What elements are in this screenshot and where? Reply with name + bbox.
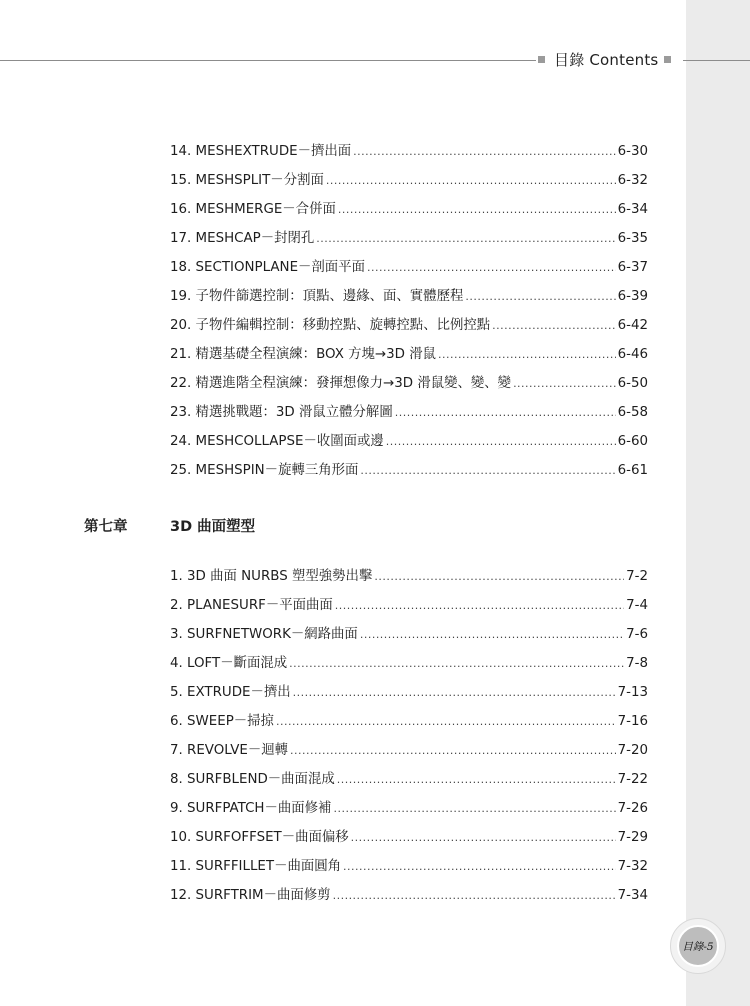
toc-entry-title: 21. 精選基礎全程演練：BOX 方塊→3D 滑鼠 — [170, 347, 436, 362]
dot-leader — [338, 203, 616, 216]
toc-entry[interactable] — [170, 884, 648, 904]
toc-entry-title: 17. MESHCAP－封閉孔 — [170, 231, 315, 246]
toc-entry-title: 6. SWEEP－掃掠 — [170, 714, 274, 729]
toc-entry-page: 6-46 — [617, 347, 648, 362]
toc-entry-page: 7-6 — [626, 627, 648, 642]
toc-entry-page: 7-16 — [617, 714, 648, 729]
dot-leader — [374, 570, 624, 583]
toc-entry[interactable] — [170, 430, 648, 450]
dot-leader — [343, 860, 616, 873]
dot-leader — [335, 599, 624, 612]
toc-entry[interactable] — [170, 372, 648, 392]
dot-leader — [326, 174, 616, 187]
toc-entry[interactable] — [170, 710, 648, 730]
dot-leader — [395, 406, 616, 419]
dot-leader — [438, 348, 616, 361]
toc-entry[interactable] — [170, 459, 648, 479]
toc-entry[interactable] — [170, 623, 648, 643]
toc-entry[interactable] — [170, 285, 648, 305]
toc-entry-page: 7-20 — [617, 743, 648, 758]
toc-entry[interactable] — [170, 227, 648, 247]
dot-leader — [333, 802, 615, 815]
toc-entry[interactable] — [170, 343, 648, 363]
toc-entry-title: 2. PLANESURF－平面曲面 — [170, 598, 333, 613]
dot-leader — [360, 464, 615, 477]
square-bullet-icon — [664, 56, 671, 63]
toc-entry[interactable] — [170, 594, 648, 614]
toc-entry-title: 12. SURFTRIM－曲面修剪 — [170, 888, 331, 903]
side-margin-strip — [686, 0, 750, 1006]
toc-entry[interactable] — [170, 198, 648, 218]
toc-entry-page: 6-37 — [617, 260, 648, 275]
toc-entry-page: 7-13 — [617, 685, 648, 700]
toc-entry-title: 8. SURFBLEND－曲面混成 — [170, 772, 335, 787]
toc-entry[interactable] — [170, 855, 648, 875]
dot-leader — [465, 290, 615, 303]
chapter-title: 3D 曲面塑型 — [170, 519, 256, 535]
dot-leader — [316, 232, 615, 245]
toc-entry-title: 16. MESHMERGE－合併面 — [170, 202, 336, 217]
toc-entry-page: 7-22 — [617, 772, 648, 787]
dot-leader — [386, 435, 616, 448]
toc-entry-title: 9. SURFPATCH－曲面修補 — [170, 801, 332, 816]
page-number-label: 目錄-5 — [677, 925, 719, 967]
toc-entry-page: 7-4 — [626, 598, 648, 613]
toc-entry-title: 15. MESHSPLIT－分割面 — [170, 173, 324, 188]
toc-entry-title: 24. MESHCOLLAPSE－收圍面或邊 — [170, 434, 384, 449]
dot-leader — [293, 686, 616, 699]
dot-leader — [351, 831, 616, 844]
toc-entry[interactable] — [170, 826, 648, 846]
toc-entry-title: 7. REVOLVE－迴轉 — [170, 743, 289, 758]
dot-leader — [367, 261, 616, 274]
toc-entry-page: 6-60 — [617, 434, 648, 449]
dot-leader — [353, 145, 615, 158]
toc-entry-title: 14. MESHEXTRUDE－擠出面 — [170, 144, 352, 159]
dot-leader — [492, 319, 615, 332]
dot-leader — [290, 744, 616, 757]
toc-entry[interactable] — [170, 652, 648, 672]
toc-entry-page: 6-42 — [617, 318, 648, 333]
toc-entry[interactable] — [170, 565, 648, 585]
toc-entry-page: 6-61 — [617, 463, 648, 478]
dot-leader — [276, 715, 616, 728]
toc-entry-title: 19. 子物件篩選控制：頂點、邊緣、面、實體歷程 — [170, 289, 464, 304]
toc-entry-title: 10. SURFOFFSET－曲面偏移 — [170, 830, 349, 845]
toc-entry-page: 7-26 — [617, 801, 648, 816]
toc-entry-title: 25. MESHSPIN－旋轉三角形面 — [170, 463, 359, 478]
toc-entry[interactable] — [170, 681, 648, 701]
toc-entry-title: 5. EXTRUDE－擠出 — [170, 685, 291, 700]
header-rule-right — [683, 60, 750, 61]
toc-entry[interactable] — [170, 140, 648, 160]
toc-entry-title: 3. SURFNETWORK－網路曲面 — [170, 627, 358, 642]
toc-entry[interactable] — [170, 314, 648, 334]
toc-entry-title: 18. SECTIONPLANE－剖面平面 — [170, 260, 365, 275]
header-title: 目錄 Contents — [554, 50, 659, 69]
toc-entry[interactable] — [170, 797, 648, 817]
header-rule-left — [0, 60, 536, 61]
toc-entry[interactable] — [170, 401, 648, 421]
toc-entry-page: 7-29 — [617, 830, 648, 845]
toc-entry[interactable] — [170, 169, 648, 189]
toc-entry-page: 6-34 — [617, 202, 648, 217]
dot-leader — [333, 889, 616, 902]
toc-entry[interactable] — [170, 768, 648, 788]
toc-entry-page: 7-34 — [617, 888, 648, 903]
toc-entry-page: 6-39 — [617, 289, 648, 304]
page-number-badge — [670, 918, 726, 974]
toc-entry-page: 6-58 — [617, 405, 648, 420]
toc-entry-title: 23. 精選挑戰題：3D 滑鼠立體分解圖 — [170, 405, 393, 420]
toc-entry-page: 7-2 — [626, 569, 648, 584]
toc-entry-title: 22. 精選進階全程演練：發揮想像力→3D 滑鼠變、變、變 — [170, 376, 512, 391]
toc-entry[interactable] — [170, 739, 648, 759]
square-bullet-icon — [538, 56, 545, 63]
toc-entry-page: 7-32 — [617, 859, 648, 874]
toc-entry-page: 6-32 — [617, 173, 648, 188]
toc-entry[interactable] — [170, 256, 648, 276]
toc-entry-title: 1. 3D 曲面 NURBS 塑型強勢出擊 — [170, 569, 373, 584]
toc-entry-title: 20. 子物件編輯控制：移動控點、旋轉控點、比例控點 — [170, 318, 491, 333]
chapter-label: 第七章 — [84, 519, 128, 535]
toc-entry-page: 6-30 — [617, 144, 648, 159]
toc-entry-title: 11. SURFFILLET－曲面圓角 — [170, 859, 342, 874]
toc-entry-page: 6-35 — [617, 231, 648, 246]
running-header — [538, 48, 671, 70]
dot-leader — [360, 628, 624, 641]
toc-entry-title: 4. LOFT－斷面混成 — [170, 656, 288, 671]
dot-leader — [513, 377, 616, 390]
toc-entry-page: 7-8 — [626, 656, 648, 671]
toc-entry-page: 6-50 — [617, 376, 648, 391]
dot-leader — [337, 773, 616, 786]
dot-leader — [289, 657, 624, 670]
